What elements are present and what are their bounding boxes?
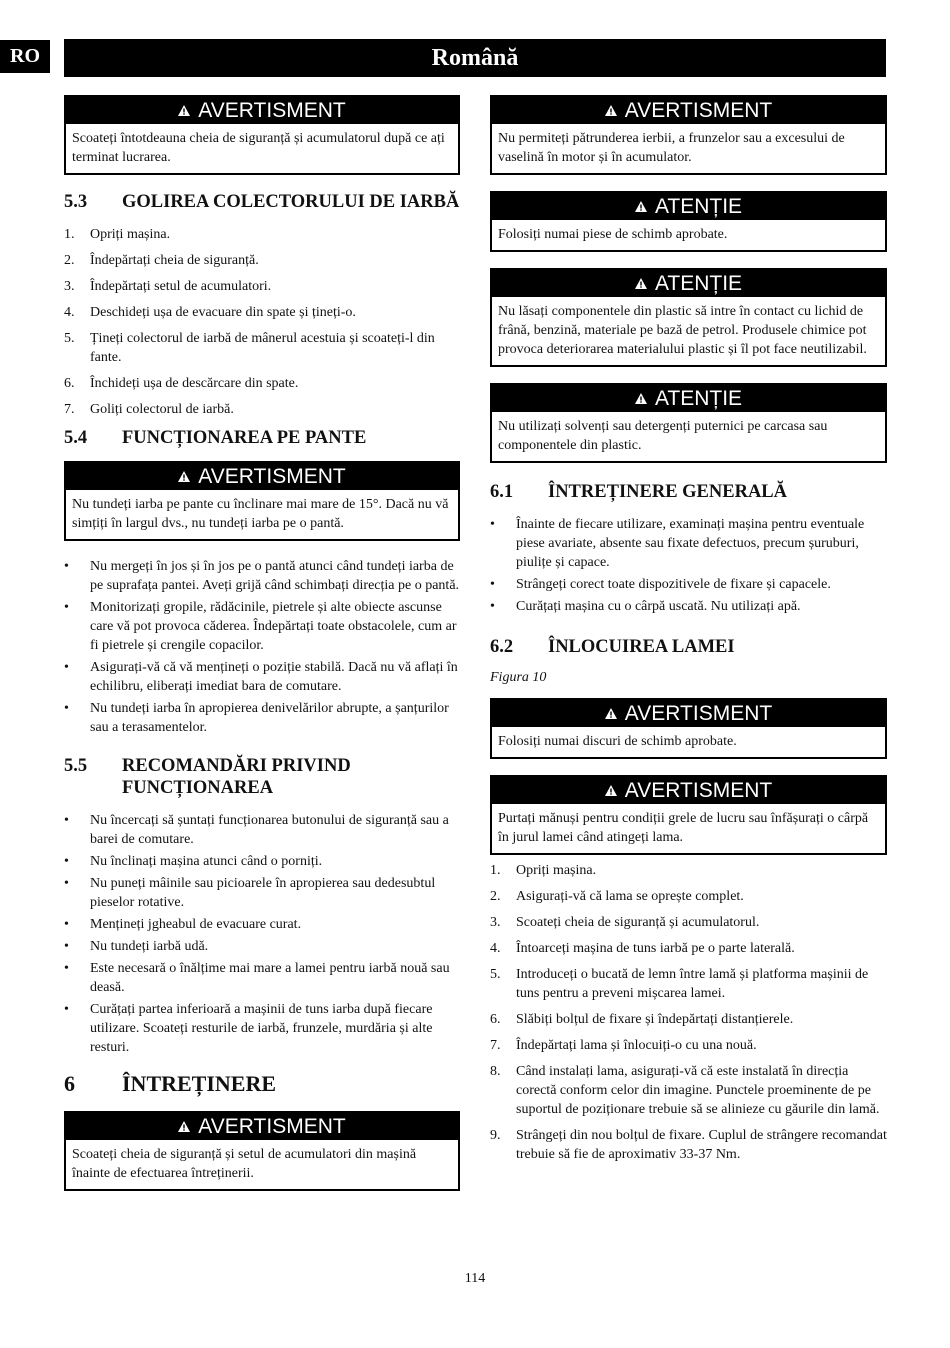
list-item: • Asigurați-vă că vă mențineți o poziție stabilă. Dacă nu vă aflați în echilibru, eliberați imediat bara de comutare.: [64, 660, 458, 694]
caution-title: ATENȚIE: [654, 272, 743, 295]
caution-text: Nu utilizați solvenți sau detergenți puternici pe carcasa sau componentele din plastic.: [498, 419, 828, 453]
left-column: [64, 95, 460, 1207]
list-item: • Nu încercați să șuntați funcționarea butonului de siguranță sau a barei de comutare.: [64, 813, 449, 847]
warning-box: [64, 95, 460, 175]
list-item: • Nu puneți mâinile sau picioarele în apropierea sau dedesubtul pieselor rotative.: [64, 876, 436, 910]
list-item: • Curățați partea inferioară a mașinii de tuns iarba după fiecare utilizare. Scoateți resturile de iarbă, frunzele, murdăria și alte resturi.: [64, 1002, 433, 1055]
list-item: 8. Când instalați lama, asigurați-vă că este instalată în direcția corectă conform celor din imagine. Punctele proeminente de pe suportul de poziționare trebuie să se alinieze cu găurile din lamă.: [490, 1064, 880, 1117]
general-maintenance-bullets: [490, 515, 887, 616]
warning-icon: [635, 269, 647, 296]
section-heading: 5.3 GOLIREA COLECTORULUI DE IARBĂ: [64, 192, 460, 212]
caution-title: ATENȚIE: [654, 195, 743, 218]
list-item: • Înainte de fiecare utilizare, examinați mașina pentru eventuale piese avariate, absente sau fixate defectuos, precum șuruburi, piulițe și capace.: [490, 517, 865, 570]
right-column: [490, 95, 887, 1172]
emptying-steps: [64, 225, 460, 419]
list-item: 4. Deschideți ușa de evacuare din spate și țineți-o.: [64, 305, 356, 320]
list-item: 5. Introduceți o bucată de lemn între lamă și platforma mașinii de tuns pentru a preveni mișcarea lamei.: [490, 967, 869, 1001]
section-heading: 6.1 ÎNTREȚINERE GENERALĂ: [490, 482, 788, 502]
caution-box: [490, 268, 887, 367]
list-item: • Curățați mașina cu o cârpă uscată. Nu utilizați apă.: [490, 599, 801, 614]
warning-icon: [178, 1112, 190, 1139]
warning-title: AVERTISMENT: [624, 99, 773, 122]
list-item: 1. Opriți mașina.: [64, 227, 171, 242]
list-item: 2. Îndepărtați cheia de siguranță.: [64, 253, 259, 268]
blade-replacement-steps: [490, 861, 887, 1164]
warning-icon: [605, 776, 617, 803]
warning-text: Nu tundeți iarba pe pante cu înclinare mai mare de 15°. Dacă nu vă simțiți în largul dvs., nu tundeți iarba pe o pantă.: [72, 497, 449, 531]
operation-bullets: [64, 811, 460, 1057]
slope-bullets: [64, 557, 460, 737]
warning-title: AVERTISMENT: [198, 99, 346, 122]
warning-box: [490, 95, 887, 175]
warning-icon: [605, 699, 617, 726]
list-item: 5. Țineți colectorul de iarbă de mânerul acestuia și scoateți-l din fante.: [64, 331, 435, 365]
caution-title: ATENȚIE: [654, 387, 743, 410]
language-tag: RO: [0, 40, 50, 73]
caution-text: Folosiți numai piese de schimb aprobate.: [498, 227, 728, 242]
warning-icon: [635, 384, 647, 411]
page-number: 114: [464, 1271, 486, 1286]
list-item: 7. Îndepărtați lama și înlocuiți-o cu una nouă.: [490, 1038, 757, 1053]
warning-text: Folosiți numai discuri de schimb aprobate.: [498, 734, 737, 749]
list-item: • Este necesară o înălțime mai mare a lamei pentru iarbă nouă sau deasă.: [64, 961, 450, 995]
warning-icon: [178, 462, 190, 489]
warning-icon: [178, 96, 190, 123]
warning-text: Scoateți întotdeauna cheia de siguranță și acumulatorul după ce ați terminat lucrarea.: [72, 131, 445, 165]
list-item: • Monitorizați gropile, rădăcinile, pietrele și alte obiecte ascunse care vă pot provoca căderea. Îndepărtați toate obstacolele, cum ar fi pietrele și crengile copacilor.: [64, 600, 457, 653]
warning-box: [64, 1111, 460, 1191]
warning-text: Purtați mănuși pentru condiții grele de lucru sau înfășurați o cârpă în jurul lamei când atingeți lama.: [498, 811, 869, 845]
warning-icon: [605, 96, 617, 123]
list-item: 1. Opriți mașina.: [490, 863, 597, 878]
warning-title: AVERTISMENT: [624, 702, 773, 725]
list-item: 3. Îndepărtați setul de acumulatori.: [64, 279, 272, 294]
section-heading: 6.2 ÎNLOCUIREA LAMEI: [490, 637, 735, 657]
section-heading: 5.4 FUNCȚIONAREA PE PANTE: [64, 428, 367, 448]
warning-box: [64, 461, 460, 541]
warning-icon: [635, 192, 647, 219]
list-item: • Nu tundeți iarba în apropierea denivelărilor abrupte, a șanțurilor sau a terasamentelor.: [64, 701, 449, 735]
section-heading: 5.5 RECOMANDĂRI PRIVIND FUNCȚIONAREA: [64, 756, 351, 798]
list-item: 6. Închideți ușa de descărcare din spate.: [64, 376, 299, 391]
list-item: 9. Strângeți din nou bolțul de fixare. Cuplul de strângere recomandat trebuie să fie de aproximativ 33-37 Nm.: [490, 1128, 887, 1162]
list-item: 3. Scoateți cheia de siguranță și acumulatorul.: [490, 915, 760, 930]
warning-text: Scoateți cheia de siguranță și setul de acumulatori din mașină înainte de efectuarea întreținerii.: [72, 1147, 417, 1181]
list-item: 2. Asigurați-vă că lama se oprește complet.: [490, 889, 744, 904]
warning-title: AVERTISMENT: [624, 779, 773, 802]
list-item: • Strângeți corect toate dispozitivele de fixare și capacele.: [490, 577, 831, 592]
caution-box: [490, 383, 887, 463]
warning-text: Nu permiteți pătrunderea ierbii, a frunzelor sau a excesului de vaselină în motor și în acumulator.: [498, 131, 845, 165]
section-heading: 6 ÎNTREȚINERE: [64, 1071, 277, 1096]
caution-text: Nu lăsați componentele din plastic să intre în contact cu lichid de frână, benzină, materiale pe bază de petrol. Produsele chimice pot provoca deteriorarea materialului plastic și îl pot face neutilizabil.: [498, 304, 867, 357]
warning-title: AVERTISMENT: [198, 1115, 346, 1138]
page-title: Română: [64, 39, 886, 77]
list-item: 7. Goliți colectorul de iarbă.: [64, 402, 234, 417]
list-item: • Mențineți jgheabul de evacuare curat.: [64, 917, 302, 932]
figure-reference: Figura 10: [490, 670, 547, 685]
warning-box: [490, 775, 887, 855]
warning-box: [490, 698, 887, 759]
caution-box: [490, 191, 887, 252]
list-item: • Nu înclinați mașina atunci când o porniți.: [64, 854, 323, 869]
list-item: 4. Întoarceți mașina de tuns iarbă pe o parte laterală.: [490, 941, 795, 956]
list-item: • Nu mergeți în jos și în jos pe o pantă atunci când tundeți iarba de pe suprafața pantei. Aveți grijă când schimbați direcția pe o pantă.: [64, 559, 460, 593]
warning-title: AVERTISMENT: [198, 465, 346, 488]
list-item: 6. Slăbiți bolțul de fixare și îndepărtați distanțierele.: [490, 1012, 794, 1027]
list-item: • Nu tundeți iarbă udă.: [64, 939, 209, 954]
